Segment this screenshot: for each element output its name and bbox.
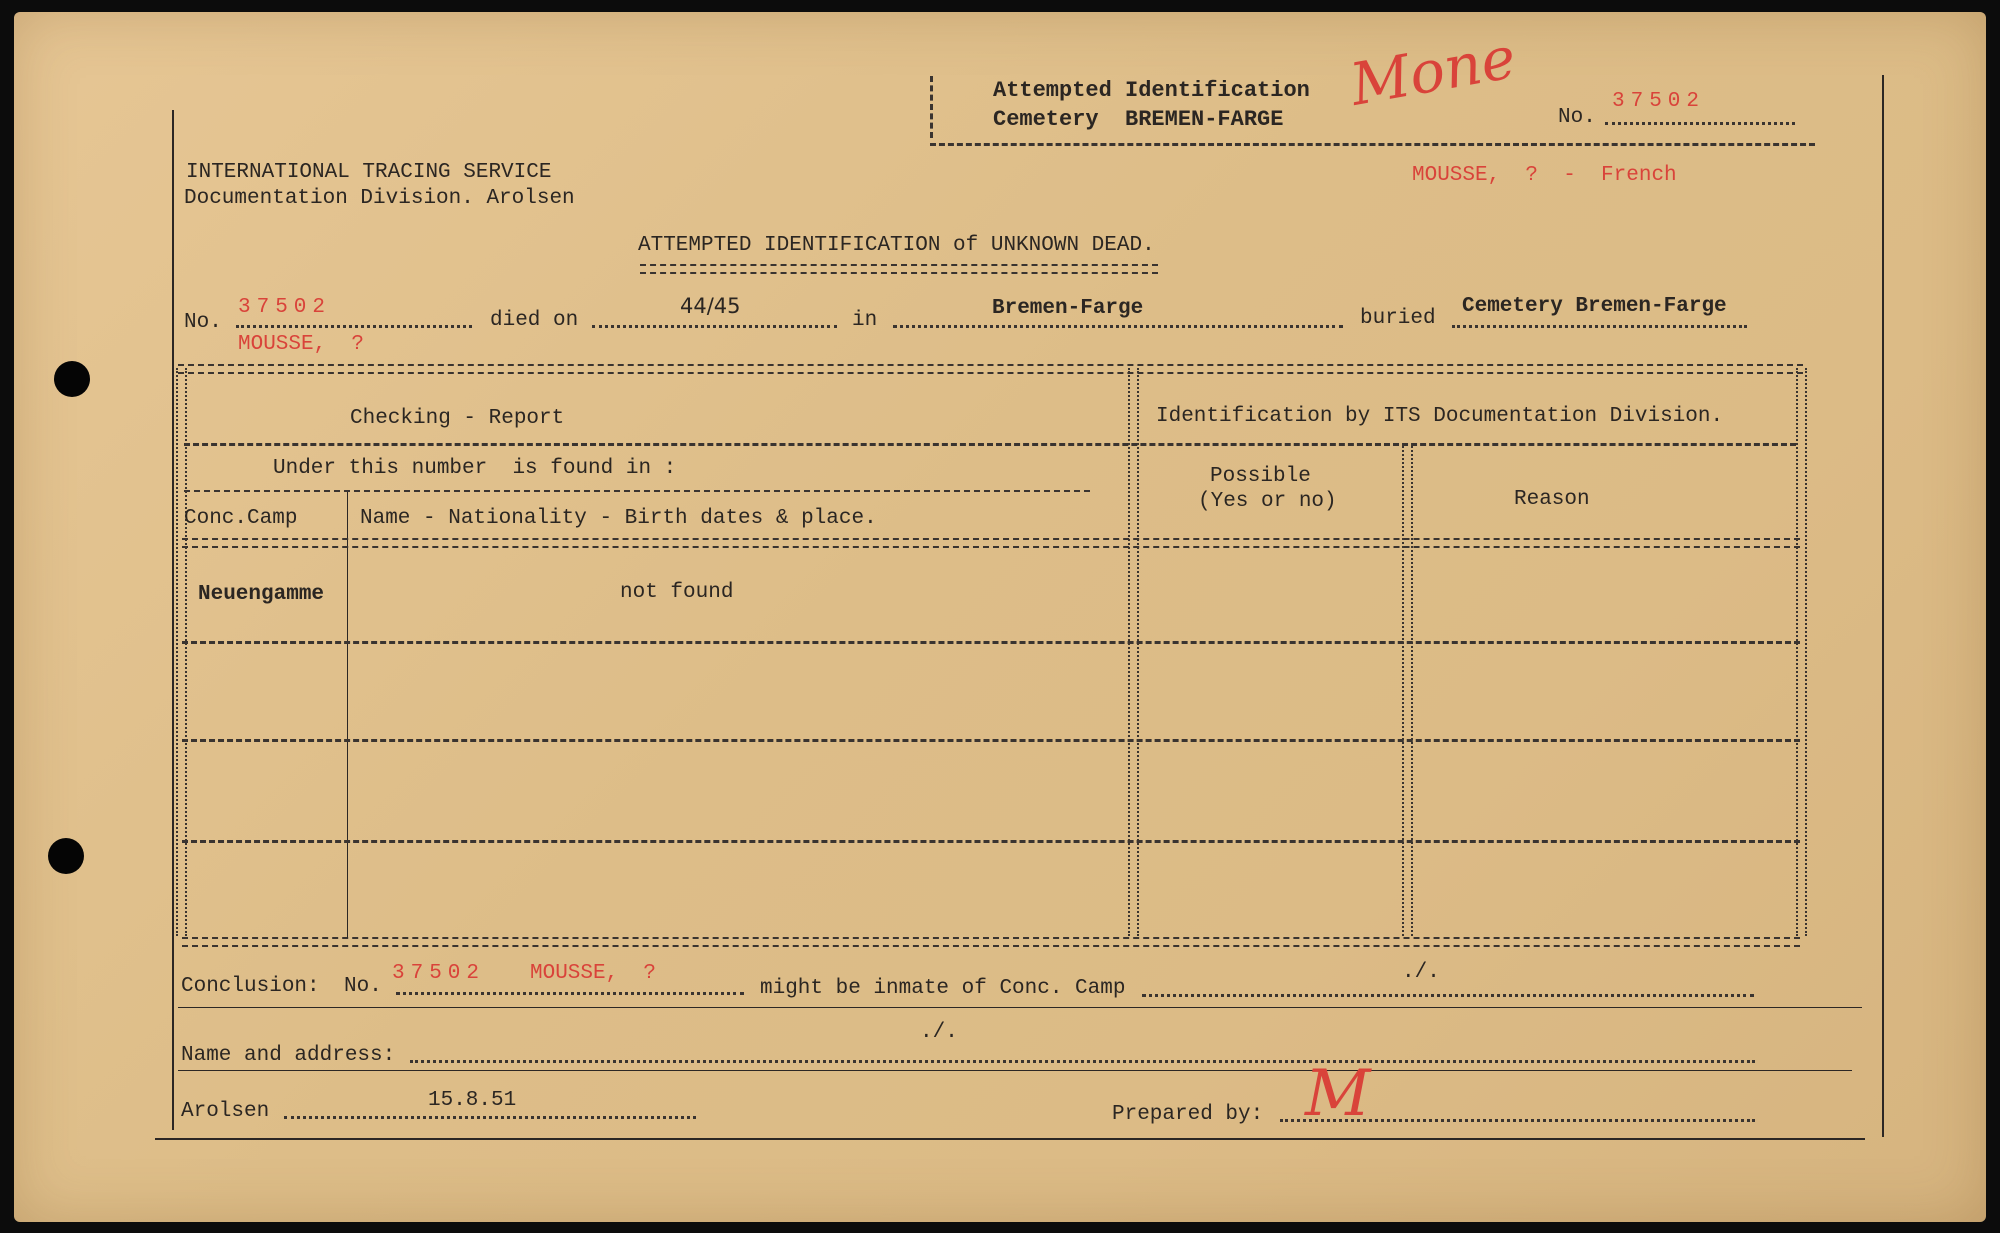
record-no-label: No. xyxy=(184,311,222,334)
identification-header: Identification by ITS Documentation Division. xyxy=(1156,405,1724,428)
header-box-bottom-line xyxy=(930,143,1815,146)
header-no-value: 37502 xyxy=(1612,90,1706,113)
table-top-border xyxy=(178,364,1803,374)
conclusion-label: Conclusion: xyxy=(181,975,320,998)
found-in-rule xyxy=(184,490,1090,492)
col-reason-header: Reason xyxy=(1514,488,1590,511)
name-address-dots xyxy=(410,1060,1755,1063)
died-value: 44/45 xyxy=(680,294,741,318)
org-line2: Documentation Division. Arolsen xyxy=(184,187,575,210)
row3-rule xyxy=(182,840,1800,843)
header-box-line2: Cemetery BREMEN-FARGE xyxy=(993,107,1284,132)
col-possible-header-line2: (Yes or no) xyxy=(1198,490,1337,513)
conclusion-name-value: MOUSSE, ? xyxy=(530,962,657,985)
header-no-label: No. xyxy=(1558,106,1596,129)
footer-place-label: Arolsen xyxy=(181,1100,270,1123)
table-divider-possible xyxy=(1402,446,1413,936)
name-address-value: ./. xyxy=(920,1021,958,1044)
checking-header: Checking - Report xyxy=(350,407,565,430)
header-box-line1: Attempted Identification xyxy=(993,78,1310,103)
conclusion-no-value: 37502 xyxy=(392,962,486,985)
col-possible-header-line1: Possible xyxy=(1210,465,1311,488)
died-label: died on xyxy=(490,309,579,332)
row1-name: not found xyxy=(620,581,734,604)
record-no-dots xyxy=(236,325,472,328)
punch-hole-top xyxy=(54,361,90,397)
org-line1: INTERNATIONAL TRACING SERVICE xyxy=(186,161,552,184)
found-in-header: Under this number is found in : xyxy=(273,457,677,480)
prepared-by-initial: M xyxy=(1305,1057,1371,1131)
col-camp-header: Conc.Camp xyxy=(184,507,298,530)
prepared-by-label: Prepared by: xyxy=(1112,1103,1264,1126)
row1-camp: Neuengamme xyxy=(198,583,325,606)
col-name-header: Name - Nationality - Birth dates & place. xyxy=(360,507,877,530)
table-bottom-border xyxy=(182,937,1800,947)
row1-rule xyxy=(182,641,1800,644)
record-name-value: MOUSSE, ? xyxy=(238,333,365,356)
header-box-left-line xyxy=(930,76,933,138)
buried-label: buried xyxy=(1360,307,1436,330)
table-header-rule xyxy=(184,443,1796,446)
conclusion-no-dots xyxy=(396,992,744,995)
header-no-dots xyxy=(1605,122,1795,125)
record-no-value: 37502 xyxy=(238,296,332,319)
conclusion-no-label: No. xyxy=(344,975,382,998)
table-right-border xyxy=(1796,368,1807,936)
conclusion-inmate-text: might be inmate of Conc. Camp xyxy=(760,977,1126,1000)
title-underline xyxy=(640,264,1158,274)
name-address-rule xyxy=(178,1070,1852,1071)
handwritten-name: Mone xyxy=(1345,23,1521,119)
row2-rule xyxy=(182,739,1800,742)
column-header-rule xyxy=(182,538,1800,548)
footer-date-dots xyxy=(284,1116,696,1119)
buried-dots xyxy=(1452,325,1747,328)
conclusion-rule xyxy=(178,1007,1862,1008)
frame-left-line xyxy=(172,110,174,1130)
in-label: in xyxy=(852,309,878,332)
in-dots xyxy=(893,325,1343,328)
frame-right-line xyxy=(1882,75,1884,1137)
table-left-border xyxy=(176,368,187,936)
conclusion-camp-dots xyxy=(1142,994,1754,997)
name-address-label: Name and address: xyxy=(181,1044,396,1067)
table-divider-main xyxy=(1128,368,1139,936)
conclusion-camp-value: ./. xyxy=(1402,961,1440,984)
died-dots xyxy=(592,325,837,328)
form-title: ATTEMPTED IDENTIFICATION of UNKNOWN DEAD. xyxy=(638,234,1155,257)
punch-hole-bottom xyxy=(48,838,84,874)
frame-bottom-line xyxy=(155,1138,1865,1140)
in-value: Bremen-Farge xyxy=(992,297,1144,320)
header-person-line: MOUSSE, ? - French xyxy=(1412,164,1677,187)
table-divider-camp xyxy=(347,492,348,938)
buried-value: Cemetery Bremen-Farge xyxy=(1462,295,1727,318)
footer-date-value: 15.8.51 xyxy=(428,1089,517,1112)
